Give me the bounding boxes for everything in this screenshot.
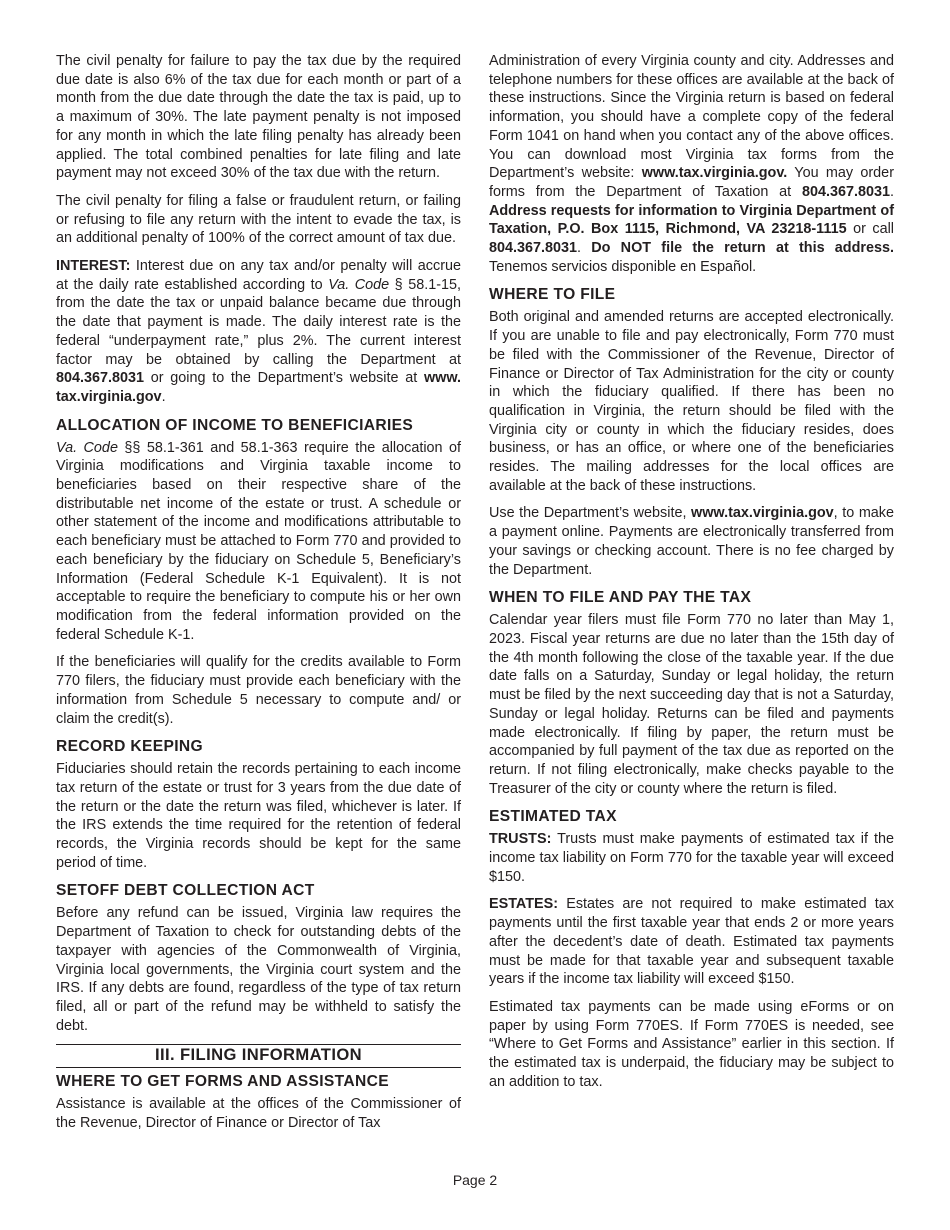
interest-label: INTEREST: <box>56 258 131 275</box>
civil-fraud-paragraph: The civil penalty for filing a false or fraudulent return, or failing or refusing to file any return with the intent to evade the tax, is an additional penalty of 100% of the correct amount of tax due. <box>56 192 461 247</box>
assistance-paragraph-continued <box>489 52 894 276</box>
where-to-file-heading: WHERE TO FILE <box>489 286 616 304</box>
va-code-ref: Va. Code <box>328 276 390 293</box>
department-address: Address requests for information to Virginia Department of Taxation, P.O. Box 1115, Richmond, VA 23218-1115 <box>489 202 894 238</box>
allocation-heading: ALLOCATION OF INCOME TO BENEFICIARIES <box>56 416 414 434</box>
estates-text: Estates are not required to make estimated tax payments until the first taxable year that ends 2 or more years after the decedent’s date of death. Estimated tax payments must be made for that taxable year and subsequent taxable years if the income tax liability will exceed $150. <box>489 896 894 988</box>
forms-phone: 804.367.8031 <box>801 183 890 200</box>
do-not-file-notice: Do NOT file the return at this address. <box>591 240 894 257</box>
estates-paragraph <box>489 895 894 989</box>
assistance-text: . <box>890 183 894 200</box>
civil-late-payment-paragraph: The civil penalty for failure to pay the tax due by the required due date is also 6% of the tax due for each month or part of a month from the due date through the date the tax is paid, up to a maximum of 30%. The late payment penalty is not imposed for any month in which the late filing penalty has already been applied. The total combined penalties for late filing and late payment may not exceed 30% of the tax due with the return. <box>56 53 461 182</box>
estimated-tax-heading: ESTIMATED TAX <box>489 808 617 826</box>
assistance-text: or call <box>846 221 894 238</box>
assistance-text: Tenemos servicios disponible en Español. <box>489 258 757 275</box>
when-to-file-heading: WHEN TO FILE AND PAY THE TAX <box>489 589 752 607</box>
filing-information-banner: III. FILING INFORMATION <box>56 1044 461 1068</box>
va-code-ref: Va. Code <box>56 439 118 456</box>
assistance-text: . <box>577 240 592 257</box>
trusts-label: TRUSTS: <box>489 831 552 848</box>
setoff-heading: SETOFF DEBT COLLECTION ACT <box>56 882 315 900</box>
interest-text: . <box>161 388 166 405</box>
forms-assistance-heading: WHERE TO GET FORMS AND ASSISTANCE <box>56 1073 389 1091</box>
allocation-paragraph <box>56 439 461 645</box>
trusts-text: Trusts must make payments of estimated tax if the income tax liability on Form 770 for the taxable year will exceed $150. <box>489 831 894 885</box>
assistance-text: You may order forms from the Department of Taxation at <box>489 165 894 200</box>
payment-text: Use the Department’s website, <box>489 505 692 522</box>
department-phone: 804.367.8031 <box>56 370 145 387</box>
assistance-paragraph-start: Assistance is available at the offices of the Commissioner of the Revenue, Director of Finance or Director of Tax <box>56 1096 461 1131</box>
interest-text: or going to the Department’s website at <box>144 370 424 387</box>
info-phone: 804.367.8031 <box>489 240 578 257</box>
online-payment-paragraph <box>489 504 894 579</box>
left-column <box>56 52 461 1141</box>
beneficiary-credits-paragraph: If the beneficiaries will qualify for the credits available to Form 770 filers, the fiduciary must provide each beneficiary with the information from Schedule 5 necessary to compute and/ or claim the credit(s). <box>56 654 461 727</box>
interest-text: Interest due on any tax and/or penalty will accrue at the daily rate established according to <box>56 258 461 293</box>
interest-paragraph <box>56 257 461 407</box>
allocation-text: §§ 58.1-361 and 58.1-363 require the allocation of Virginia modifications and Virginia taxable income to beneficiaries based on their respective share of the distributable net income of the estate or trust. A schedule or other statement of the income and modifications attributable to each beneficiary must be attached to Form 770 and provided to each beneficiary by the fiduciary on Schedule 5, Beneficiary’s Information (Federal Schedule K-1 Equivalent). It is not acceptable to require the beneficiary to compute his or her own modification from the federal information provided on the federal Schedule K-1. <box>56 439 461 643</box>
when-to-file-paragraph: Calendar year filers must file Form 770 no later than May 1, 2023. Fiscal year returns are due no later than the 15th day of the 4th month following the close of the taxable year. If the due date falls on a Saturday, Sunday or legal holiday, the return must be filed by the next succeeding day that is not a Saturday, Sunday or legal holiday. Returns can be filed and payments made electronically. If filing by paper, the return must be accompanied by full payment of the tax due as reported on the return. If not filing electronically, make checks payable to the Treasurer of the city or county where the return is filed. <box>489 612 894 797</box>
estimated-payments-paragraph: Estimated tax payments can be made using eForms or on paper by using Form 770ES. If Form 770ES is needed, see “Where to Get Forms and Assistance” earlier in this section. If the estimated tax is underpaid, the fiduciary may be subject to an addition to tax. <box>489 998 894 1090</box>
page-number: Page 2 <box>452 1172 498 1188</box>
setoff-paragraph: Before any refund can be issued, Virginia law requires the Department of Taxation to check for outstanding debts of the taxpayer with agencies of the Commonwealth of Virginia, Virginia local governments, the Virginia court system and the IRS. If any debts are found, regardless of the type of tax return filed, all or part of the refund may be withheld to satisfy the debt. <box>56 905 461 1034</box>
interest-text: § 58.1-15, from the date the tax or unpaid balance became due through the date that payment is made. The daily interest rate is the federal “underpayment rate,” plus 2%. The current interest factor may be obtained by calling the Department at <box>56 276 462 368</box>
record-keeping-heading: RECORD KEEPING <box>56 738 203 756</box>
forms-website: www.tax.virginia.gov. <box>641 165 788 182</box>
trusts-paragraph <box>489 830 894 886</box>
right-column <box>489 52 894 1100</box>
payment-website: www.tax.virginia.gov <box>691 505 834 522</box>
record-keeping-paragraph: Fiduciaries should retain the records pertaining to each income tax return of the estate or trust for 3 years from the due date of the return or the date the return was filed, whichever is later. If the IRS extends the time required for the retention of federal records, the Virginia records should be kept for the same period of time. <box>56 761 461 871</box>
estates-label: ESTATES: <box>489 896 559 913</box>
department-website: www. tax.virginia.gov <box>56 370 461 405</box>
payment-text: , to make a payment online. Payments are electronically transferred from your savings or checking account. There is no fee charged by the Department. <box>489 505 895 578</box>
assistance-text: Administration of every Virginia county and city. Addresses and telephone numbers for these offices are available at the back of these instructions. Since the Virginia return is based on federal information, you should have a complete copy of the federal Form 1041 on hand when you contact any of the above offices. You can download most Virginia tax forms from the Department’s website: <box>489 53 894 182</box>
where-to-file-paragraph: Both original and amended returns are accepted electronically. If you are unable to file and pay electronically, Form 770 must be filed with the Commissioner of the Revenue, Director of Finance or Director of Tax Administration for the city or county in which the fiduciary qualified. If there has been no qualification in Virginia, the return should be filed with the Virginia city or county in which the fiduciary resides, does business, or has an office, or where one of the beneficiaries resides. The mailing addresses for the local offices are available at the back of these instructions. <box>489 309 894 494</box>
